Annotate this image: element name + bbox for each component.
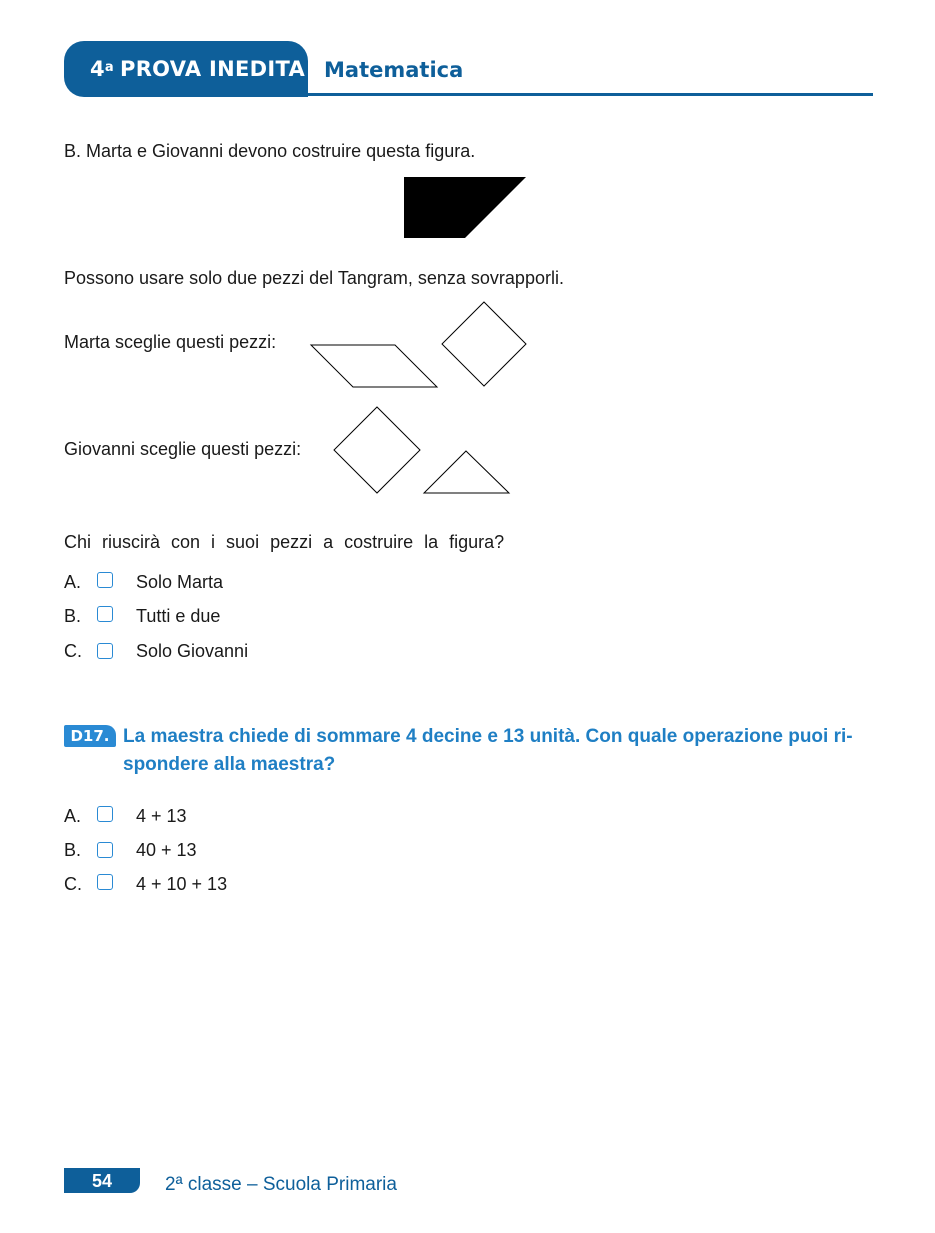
footer-class-label: 2ª classe – Scuola Primaria <box>165 1174 397 1195</box>
answer-checkbox[interactable] <box>97 806 113 822</box>
problem-b-rule: Possono usare solo due pezzi del Tangram, senza sovrapporli. <box>64 268 564 288</box>
option-letter: C. <box>64 874 82 894</box>
option-letter: A. <box>64 806 82 826</box>
page-number: 54 <box>64 1168 140 1193</box>
option-letter: B. <box>64 606 82 626</box>
answer-checkbox[interactable] <box>97 842 113 858</box>
marta-label: Marta sceglie questi pezzi: <box>64 332 277 352</box>
d17-question-line-1: La maestra chiede di sommare 4 decine e 13 unità. Con quale operazione puoi ri- <box>123 726 853 747</box>
answer-checkbox[interactable] <box>97 606 113 622</box>
option-letter: B. <box>64 840 82 860</box>
option-text: Solo Giovanni <box>136 641 249 661</box>
answer-checkbox[interactable] <box>97 572 113 588</box>
giovanni-label: Giovanni sceglie questi pezzi: <box>64 439 302 459</box>
subject-title: Matematica <box>324 58 464 82</box>
option-text: Tutti e due <box>136 606 221 626</box>
answer-checkbox[interactable] <box>97 874 113 890</box>
d17-question-line-2: spondere alla maestra? <box>123 754 336 775</box>
giovanni-triangle <box>424 451 509 493</box>
test-number: 4 <box>90 57 105 81</box>
option-letter: A. <box>64 572 82 592</box>
question-number-badge: D17. <box>64 725 116 747</box>
test-number-ordinal: a <box>104 59 114 75</box>
problem-b-intro: B. Marta e Giovanni devono costruire questa figura. <box>64 141 476 161</box>
option-text: 4 + 13 <box>136 806 187 826</box>
option-letter: C. <box>64 641 82 661</box>
option-text: Solo Marta <box>136 572 224 592</box>
option-text: 40 + 13 <box>136 840 197 860</box>
giovanni-square <box>334 407 420 493</box>
problem-b-question: Chi riuscirà con i suoi pezzi a costruire la figura? <box>64 532 505 552</box>
answer-checkbox[interactable] <box>97 643 113 659</box>
d17-question <box>123 723 875 779</box>
test-title: PROVA INEDITA <box>120 57 306 81</box>
option-text: 4 + 10 + 13 <box>136 874 228 894</box>
